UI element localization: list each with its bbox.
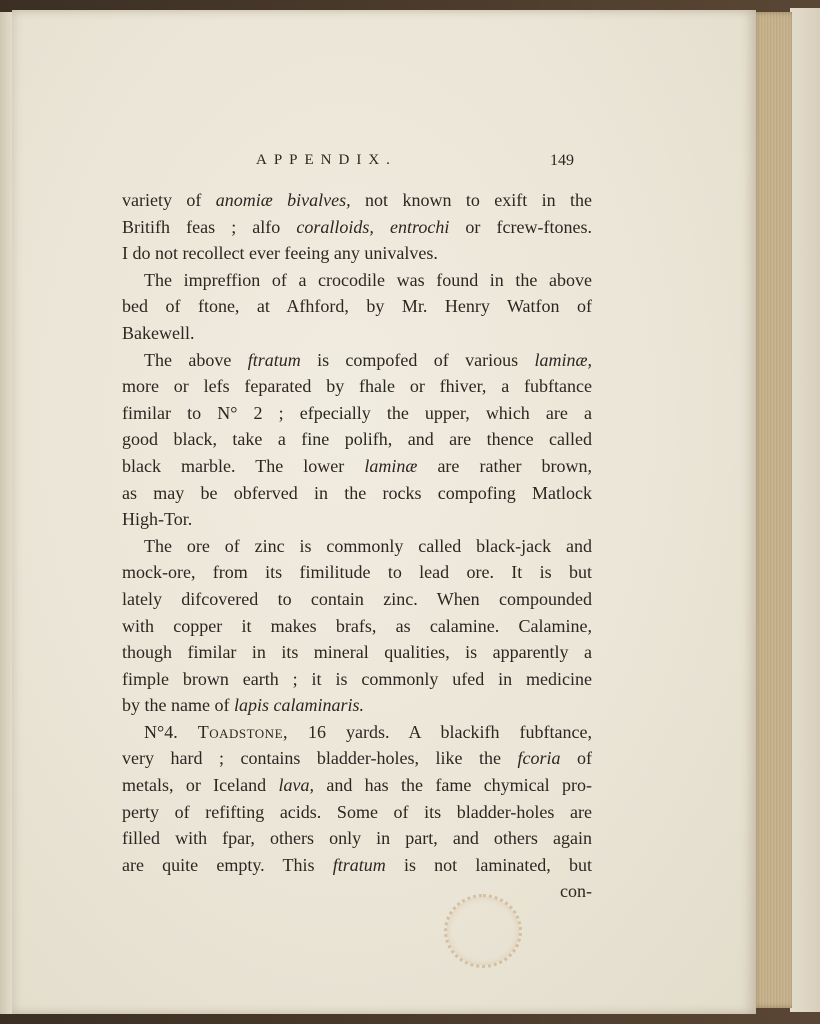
text-line: lately difcovered to contain zinc. When compounded — [122, 588, 592, 609]
text-line: filled with fpar, others only in part, and others again — [122, 828, 592, 849]
text-line: mock-ore, from its fimilitude to lead ore. It is but — [122, 562, 592, 583]
text-line: variety of anomiæ bivalves, not known to exift in the — [122, 190, 593, 210]
catchword: con- — [560, 881, 592, 902]
text-line: though fimilar in its mineral qualities, is apparently a — [122, 642, 592, 663]
book-page — [12, 10, 756, 1014]
text-line: fimple brown earth ; it is commonly ufed in medicine — [122, 668, 592, 689]
text-line: good black, take a fine polifh, and are thence called — [122, 429, 592, 450]
text-line: High-Tor. — [122, 509, 193, 530]
running-head: APPENDIX. — [256, 152, 397, 168]
text-line: fimilar to N° 2 ; efpecially the upper, which are a — [122, 402, 592, 423]
text-line: with copper it makes brafs, as calamine. Calamine, — [122, 615, 592, 636]
text-line: metals, or Iceland lava, and has the fame chymical pro- — [122, 775, 592, 796]
page-fore-edge — [752, 12, 792, 1008]
text-line: are quite empty. This ftratum is not laminated, but — [122, 854, 592, 875]
page-number: 149 — [550, 152, 574, 169]
text-line: more or lefs feparated by fhale or fhiver, a fubftance — [122, 376, 592, 397]
text-line: black marble. The lower laminæ are rather brown, — [122, 455, 592, 476]
text-line: perty of refifting acids. Some of its bladder-holes are — [122, 801, 592, 822]
text-line: N°4. Toadstone, 16 yards. A blackifh fubftance, — [144, 721, 592, 742]
foxing-stain — [444, 894, 522, 968]
text-line: as may be obferved in the rocks compofing Matlock — [122, 482, 592, 503]
text-line: The above ftratum is compofed of various laminæ, — [144, 349, 592, 370]
body-text — [122, 187, 592, 905]
text-line: bed of ftone, at Afhford, by Mr. Henry Watfon of — [122, 296, 592, 317]
text-line: Bakewell. — [122, 322, 195, 343]
text-line: very hard ; contains bladder-holes, like the fcoria of — [122, 748, 592, 769]
text-line: by the name of lapis calaminaris. — [122, 695, 364, 716]
text-line: I do not recollect ever feeing any univalves. — [122, 243, 438, 264]
text-line: Britifh feas ; alfo coralloids, entrochi or fcrew-ftones. — [122, 216, 592, 237]
text-line: The impreffion of a crocodile was found in the above — [144, 269, 592, 290]
next-page-edge — [790, 8, 820, 1012]
text-line: The ore of zinc is commonly called black-jack and — [144, 535, 592, 556]
